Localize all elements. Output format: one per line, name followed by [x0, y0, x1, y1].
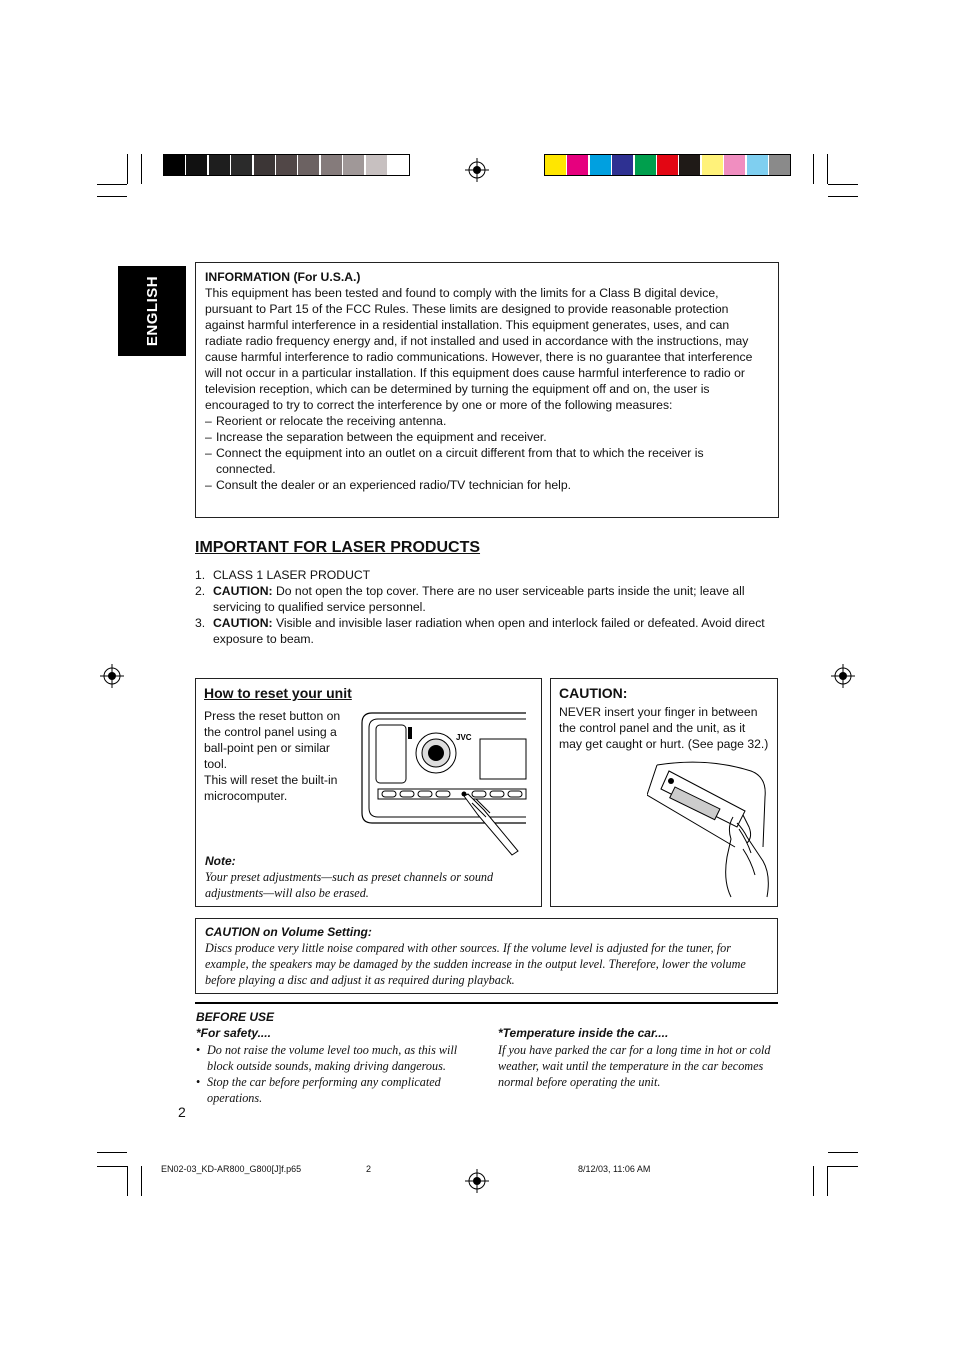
- registration-target-icon: [465, 1169, 489, 1193]
- crop-mark: [141, 154, 142, 184]
- language-tab: [118, 266, 186, 356]
- temperature-label: *Temperature inside the car....: [498, 1026, 669, 1040]
- grey-bar-outline: [163, 154, 410, 176]
- crop-mark: [141, 1166, 142, 1196]
- info-title: INFORMATION (For U.S.A.): [205, 270, 361, 284]
- reset-body: Press the reset button on the control panel using a ball-point pen or similar tool.: [204, 709, 341, 771]
- crop-mark: [97, 1152, 127, 1153]
- before-use-rule: [195, 1002, 778, 1004]
- info-body: This equipment has been tested and found to comply with the limits for a Class B digital device, pursuant to Part 15 of the FCC Rules. These limits are designed to provide reasonable protection against harmful interference in a residential installation. This equipment generates, uses, and can radiate radio frequency energy and, if not installed and used in accordance with the instructions, may cause harmful interference to radio communications. However, there is no guarantee that interference will not occur in a particular installation. If this equipment does cause harmful interference to radio or television reception, which can be determined by turning the equipment off and on, the user is encouraged to try to correct the interference by one or more of the following measures:: [205, 286, 753, 412]
- crop-mark: [97, 1166, 127, 1167]
- page-number: 2: [178, 1104, 186, 1120]
- note-label: Note:: [205, 854, 236, 868]
- caution-heading: CAUTION:: [559, 685, 628, 701]
- reset-box: [195, 678, 542, 907]
- temperature-text: If you have parked the car for a long time in hot or cold weather, wait until the temperature in the car becomes normal before operating the unit.: [498, 1043, 771, 1089]
- laser-list: [195, 567, 775, 647]
- footer-date: 8/12/03, 11:06 AM: [578, 1164, 651, 1174]
- before-use-label: BEFORE USE: [196, 1010, 275, 1024]
- crop-mark: [828, 184, 858, 185]
- note-text: Your preset adjustments—such as preset channels or sound adjustments—will also be erased.: [205, 870, 494, 900]
- caution-body: NEVER insert your finger in between the control panel and the unit, as it may get caught or hurt. (See page 32.): [559, 705, 769, 751]
- measure-item: – Consult the dealer or an experienced radio/TV technician for help.: [205, 477, 765, 493]
- safety-list: [196, 1042, 478, 1106]
- registration-target-icon: [100, 664, 124, 688]
- crop-mark: [828, 1152, 858, 1153]
- language-tab-label: ENGLISH: [143, 275, 161, 347]
- footer-page: 2: [366, 1164, 372, 1174]
- fcc-information-box: [195, 262, 779, 518]
- footer-file: EN02-03_KD-AR800_G800[J]f.p65: [161, 1164, 302, 1174]
- crop-mark: [127, 154, 128, 184]
- registration-target-icon: [465, 158, 489, 182]
- crop-mark: [827, 1166, 828, 1196]
- crop-mark: [827, 154, 828, 184]
- crop-mark: [127, 1166, 128, 1196]
- laser-heading: IMPORTANT FOR LASER PRODUCTS: [195, 539, 481, 556]
- crop-mark: [813, 1166, 814, 1196]
- measure-item: – Increase the separation between the equipment and receiver.: [205, 429, 765, 445]
- volume-caution-box: [195, 918, 778, 994]
- reset-heading: How to reset your unit: [204, 685, 352, 701]
- crop-mark: [828, 1166, 858, 1167]
- registration-target-icon: [831, 664, 855, 688]
- laser-item: 2. CAUTION: Do not open the top cover. There are no user serviceable parts inside the unit; leave all servicing to qualified service personnel.: [195, 584, 745, 614]
- measure-item: – Connect the equipment into an outlet on a circuit different from that to which the receiver is connected.: [205, 445, 765, 477]
- laser-item: 1. CLASS 1 LASER PRODUCT: [195, 568, 371, 582]
- safety-label: *For safety....: [196, 1026, 271, 1040]
- jvc-logo: JVC: [456, 733, 472, 742]
- car-stereo-reset-illustration: [360, 709, 530, 859]
- laser-item: 3. CAUTION: Visible and invisible laser radiation when open and interlock failed or defeated. Avoid direct exposure to beam.: [195, 616, 765, 646]
- reset-body-2: This will reset the built-in microcomputer.: [204, 773, 338, 803]
- color-bar-outline: [544, 154, 791, 176]
- measure-item: – Reorient or relocate the receiving antenna.: [205, 413, 765, 429]
- crop-mark: [828, 196, 858, 197]
- finger-caution-illustration: [647, 757, 775, 899]
- caution-box: [550, 678, 778, 907]
- crop-mark: [813, 154, 814, 184]
- crop-mark: [97, 196, 127, 197]
- volume-text: Discs produce very little noise compared with other sources. If the volume level is adjusted for the tuner, for example, the speakers may be damaged by the sudden increase in the output level. Therefore, lower the volume before playing a disc and adjust it as required during playback.: [205, 941, 746, 987]
- crop-mark: [97, 184, 127, 185]
- safety-item: • Do not raise the volume level too much, as this will block outside sounds, making driving dangerous.: [196, 1042, 478, 1074]
- safety-item: • Stop the car before performing any complicated operations.: [196, 1074, 478, 1106]
- volume-label: CAUTION on Volume Setting:: [205, 925, 372, 939]
